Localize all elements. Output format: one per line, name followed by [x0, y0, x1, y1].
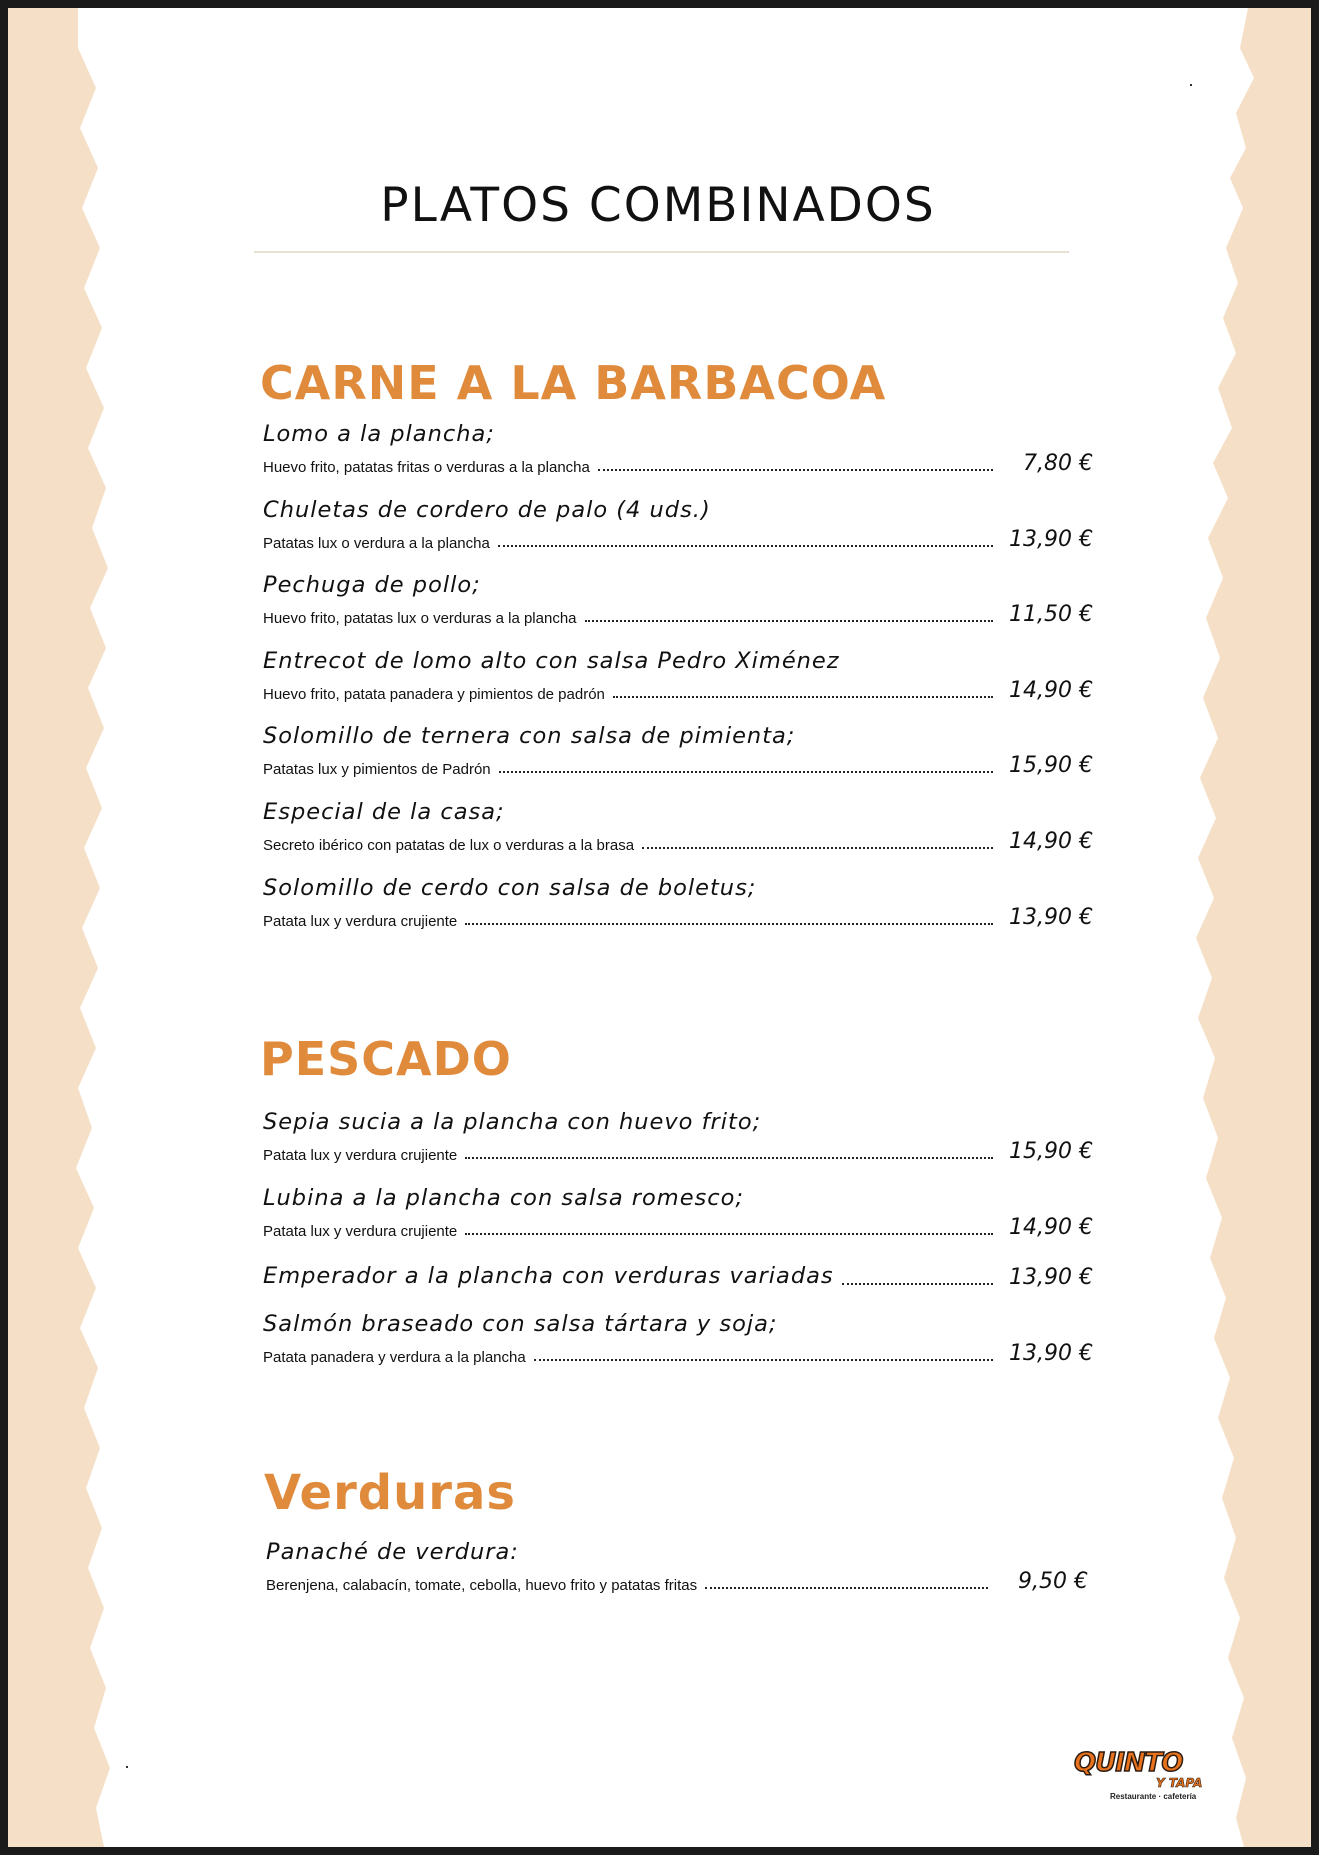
item-description: Patata lux y verdura crujiente [263, 913, 458, 930]
item-description: Patata lux y verdura crujiente [263, 1147, 458, 1164]
item-price: 14,90 € [1009, 1215, 1093, 1240]
item-name: Especial de la casa; [263, 799, 505, 825]
item-price: 13,90 € [1009, 905, 1093, 930]
item-name: Panaché de verdura: [266, 1539, 519, 1565]
item-name: Lomo a la plancha; [263, 421, 495, 447]
dot-leader [705, 1586, 988, 1589]
item-description: Patatas lux y pimientos de Padrón [263, 761, 491, 778]
item-description: Huevo frito, patata panadera y pimientos de padrón [263, 686, 605, 703]
dot-leader [465, 922, 993, 925]
item-price: 7,80 € [1023, 451, 1093, 476]
restaurant-logo [1074, 1748, 1204, 1808]
section-heading-pescado: PESCADO [260, 1032, 512, 1086]
dot-leader [642, 846, 993, 849]
menu-item [263, 571, 1093, 627]
item-description: Secreto ibérico con patatas de lux o verduras a la brasa [263, 837, 635, 854]
dot-leader [598, 468, 993, 471]
menu-item [263, 798, 1093, 854]
item-name: Pechuga de pollo; [263, 572, 481, 598]
item-description: Berenjena, calabacín, tomate, cebolla, huevo frito y patatas fritas [266, 1577, 698, 1594]
dot-leader [613, 695, 993, 698]
menu-item [263, 496, 1093, 552]
logo-tagline: Restaurante · cafetería [1110, 1792, 1197, 1801]
item-price: 14,90 € [1009, 678, 1093, 703]
item-name: Solomillo de ternera con salsa de pimienta; [263, 723, 796, 749]
item-name: Salmón braseado con salsa tártara y soja; [263, 1311, 778, 1337]
section-heading-carne: CARNE A LA BARBACOA [260, 356, 887, 410]
menu-item [263, 420, 1093, 476]
dot-leader [534, 1358, 993, 1361]
menu-page [8, 8, 1311, 1847]
menu-item [263, 1310, 1093, 1366]
item-price: 13,90 € [1009, 527, 1093, 552]
item-name: Emperador a la plancha con verduras variadas [263, 1263, 834, 1289]
menu-item [263, 722, 1093, 778]
menu-content [8, 8, 1311, 1847]
logo-sub: Y TAPA [1156, 1776, 1203, 1790]
item-name: Chuletas de cordero de palo (4 uds.) [263, 497, 711, 523]
page-title: PLATOS COMBINADOS [380, 178, 936, 233]
title-divider [254, 251, 1069, 253]
item-description: Huevo frito, patatas fritas o verduras a la plancha [263, 459, 590, 476]
stray-dot [1190, 84, 1192, 86]
item-price: 14,90 € [1009, 829, 1093, 854]
dot-leader [499, 770, 993, 773]
dot-leader [465, 1156, 993, 1159]
menu-item [263, 647, 1093, 703]
menu-item [263, 1108, 1093, 1164]
section-heading-verduras: Verduras [264, 1465, 516, 1521]
dot-leader [465, 1232, 993, 1235]
item-description: Patata lux y verdura crujiente [263, 1223, 458, 1240]
menu-item [266, 1538, 1088, 1594]
item-description: Patata panadera y verdura a la plancha [263, 1349, 526, 1366]
stray-dot [126, 1766, 128, 1768]
logo-name: QUINTO [1074, 1748, 1183, 1778]
item-name: Entrecot de lomo alto con salsa Pedro Ximénez [263, 648, 840, 674]
item-price: 13,90 € [1009, 1265, 1093, 1290]
item-name: Sepia sucia a la plancha con huevo frito; [263, 1109, 762, 1135]
menu-item [263, 1260, 1093, 1290]
dot-leader [498, 544, 993, 547]
item-name: Lubina a la plancha con salsa romesco; [263, 1185, 745, 1211]
menu-item [263, 1184, 1093, 1240]
item-price: 11,50 € [1009, 602, 1093, 627]
item-price: 13,90 € [1009, 1341, 1093, 1366]
item-description: Huevo frito, patatas lux o verduras a la plancha [263, 610, 577, 627]
item-price: 9,50 € [1018, 1569, 1088, 1594]
item-name: Solomillo de cerdo con salsa de boletus; [263, 875, 757, 901]
menu-item [263, 874, 1093, 930]
item-description: Patatas lux o verdura a la plancha [263, 535, 490, 552]
item-price: 15,90 € [1009, 1139, 1093, 1164]
dot-leader [585, 619, 993, 622]
dot-leader [842, 1282, 993, 1285]
item-price: 15,90 € [1009, 753, 1093, 778]
